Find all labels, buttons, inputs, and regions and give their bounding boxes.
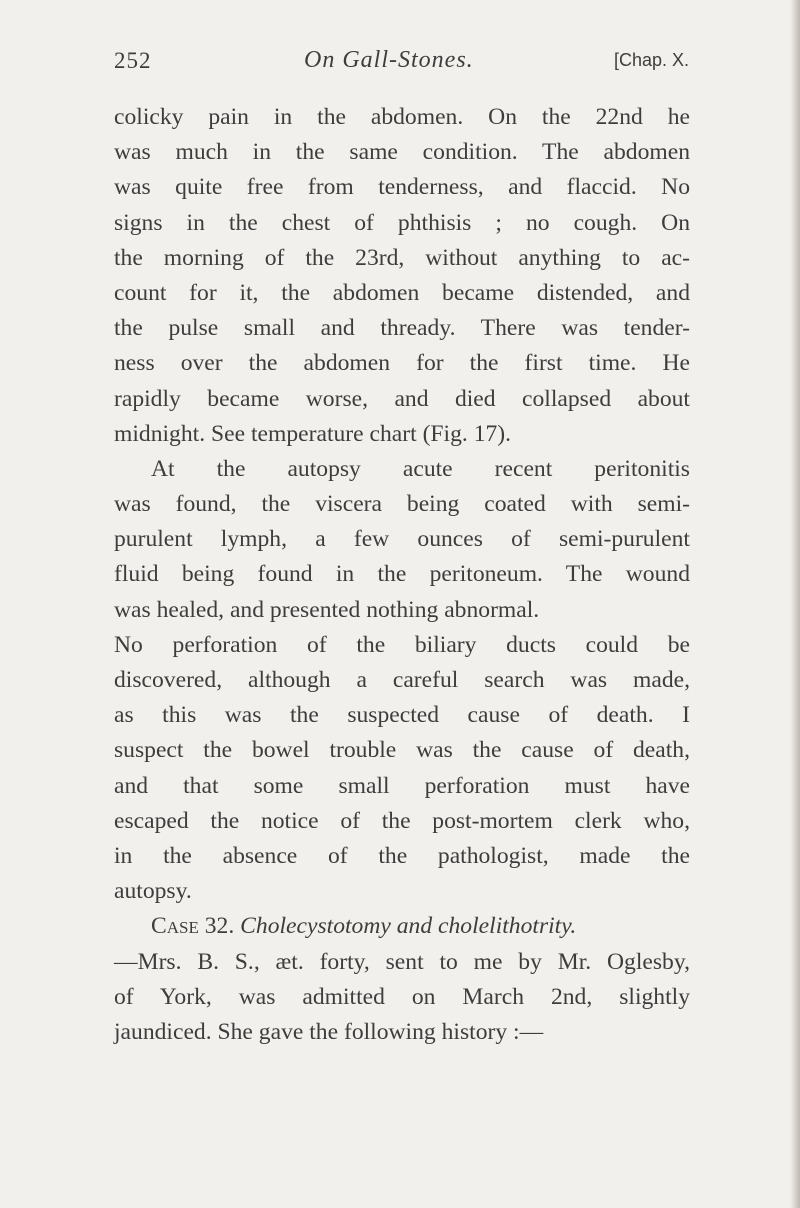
text-line: signs in the chest of phthisis ; no cough. On: [114, 209, 690, 236]
text-line: fluid being found in the peritoneum. The wound: [114, 561, 690, 588]
text-line: autopsy.: [114, 878, 192, 905]
text-line: was healed, and presented nothing abnormal.: [114, 596, 540, 623]
running-title: On Gall-Stones.: [304, 47, 474, 73]
text-line: ness over the abdomen for the first time. He: [114, 350, 690, 377]
text-line: in the absence of the pathologist, made the: [114, 842, 690, 869]
text-line: colicky pain in the abdomen. On the 22nd he: [114, 104, 690, 130]
case-label: Case 32.: [151, 913, 235, 940]
text-line: escaped the notice of the post-mortem clerk who,: [114, 807, 690, 834]
case-heading-line: [114, 909, 690, 944]
text-line: rapidly became worse, and died collapsed about: [114, 385, 690, 412]
text-line: jaundiced. She gave the following history :—: [114, 1018, 544, 1045]
page-edge-shadow: [790, 0, 800, 1208]
text-line: suspect the bowel trouble was the cause of death,: [114, 737, 690, 764]
text-line: of York, was admitted on March 2nd, slightly: [114, 983, 690, 1010]
text-line: discovered, although a careful search was made,: [114, 667, 690, 693]
text-line: No perforation of the biliary ducts could be: [114, 631, 690, 658]
case-title: Cholecystotomy and cholelithotrity.: [240, 913, 577, 940]
body-text: [114, 100, 690, 1050]
text-line: and that some small perforation must have: [114, 772, 690, 799]
page-number: 252: [114, 48, 152, 73]
text-line: as this was the suspected cause of death. I: [114, 702, 690, 729]
paragraph-start-line: At the autopsy acute recent peritonitis: [151, 455, 690, 482]
chapter-reference: [Chap. X.: [613, 50, 689, 70]
text-line: —Mrs. B. S., æt. forty, sent to me by Mr. Oglesby,: [114, 948, 690, 975]
running-header: [114, 48, 689, 88]
text-line: was found, the viscera being coated with semi-: [114, 491, 690, 518]
text-line: the pulse small and thready. There was tender-: [114, 315, 690, 342]
text-line: purulent lymph, a few ounces of semi-purulent: [114, 526, 690, 553]
text-line: was quite free from tenderness, and flaccid. No: [114, 174, 690, 201]
text-line: the morning of the 23rd, without anything to ac-: [114, 244, 690, 271]
text-line: was much in the same condition. The abdomen: [114, 139, 690, 166]
text-line: count for it, the abdomen became distended, and: [114, 279, 690, 306]
text-line: midnight. See temperature chart (Fig. 17).: [114, 420, 512, 447]
